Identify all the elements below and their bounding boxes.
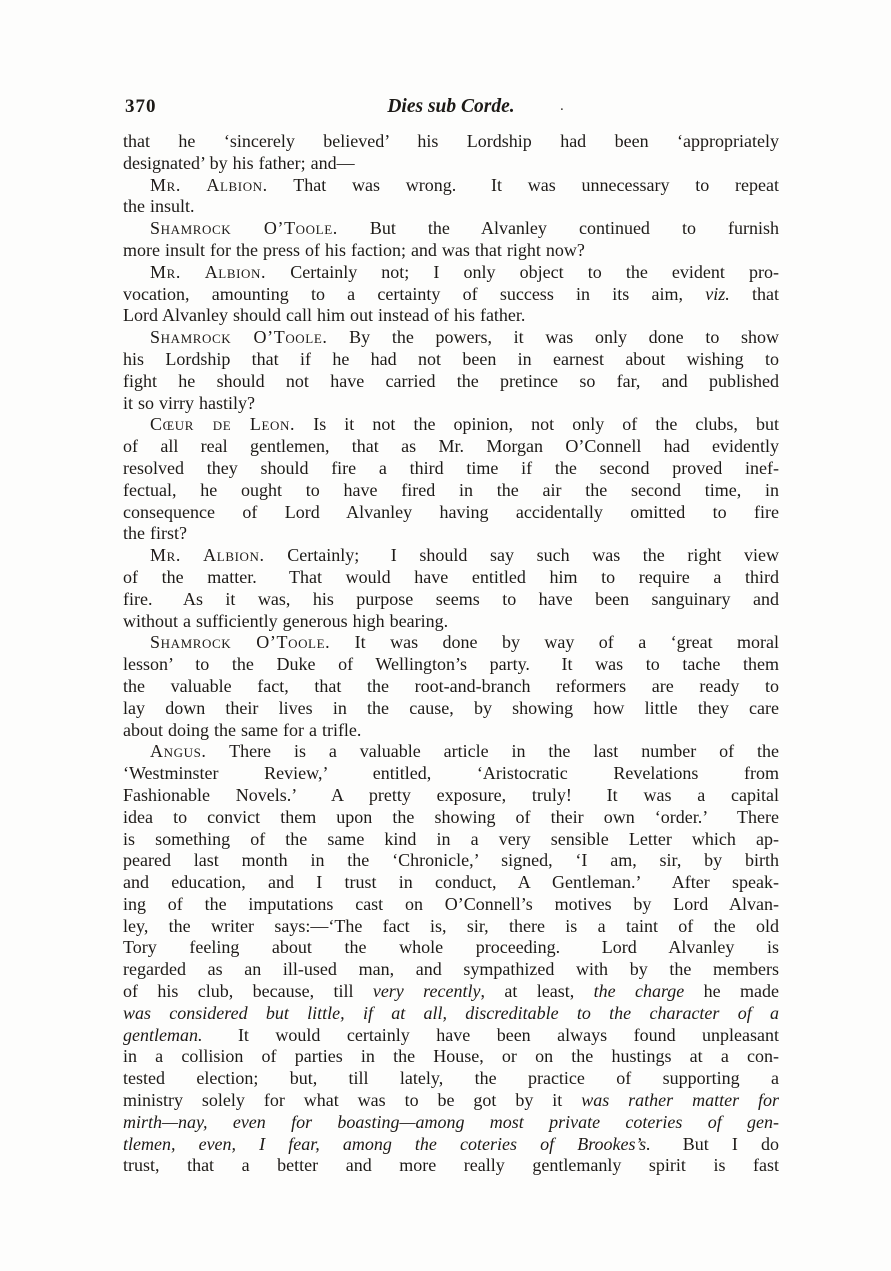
paragraph — [123, 741, 779, 1177]
text-line — [123, 305, 779, 327]
body-text: about doing the same for a trifle. — [123, 719, 362, 740]
text-line — [123, 1025, 779, 1047]
body-text: , at least, — [480, 981, 594, 1002]
text-line — [123, 872, 779, 894]
text-line — [123, 611, 779, 633]
body-text: of the matter. That would have entitled him to require a third — [123, 566, 779, 587]
page-body — [123, 131, 779, 1177]
body-text: That was wrong. It was unnecessary to repeat — [267, 174, 780, 195]
paragraph — [123, 545, 779, 632]
body-text: fire. As it was, his purpose seems to have been sanguinary and — [123, 588, 779, 609]
body-text: in a collision of parties in the House, or on the hustings at a con- — [123, 1046, 779, 1067]
text-line — [123, 1003, 779, 1025]
page-number: 370 — [125, 96, 157, 117]
emphasized-text: mirth—nay, even for boasting—among most private coteries of gen- — [123, 1111, 779, 1132]
body-text: it so virry hastily? — [123, 392, 255, 413]
body-text: ministry solely for what was to be got by it — [123, 1090, 582, 1111]
body-text: There is a valuable article in the last number of the — [206, 741, 779, 762]
text-line — [123, 153, 779, 175]
text-line — [123, 1155, 779, 1177]
paragraph — [123, 131, 779, 175]
speaker-name: Mr. Albion. — [150, 261, 267, 282]
text-line — [123, 720, 779, 742]
page-header — [123, 96, 779, 120]
text-line — [123, 1068, 779, 1090]
text-line — [123, 240, 779, 262]
text-line — [123, 1112, 779, 1134]
text-line — [123, 959, 779, 981]
speaker-name: Shamrock O’Toole. — [150, 218, 338, 239]
text-line — [123, 1134, 779, 1156]
body-text: ley, the writer says:—‘The fact is, sir, there is a taint of the old — [123, 915, 779, 936]
text-line — [123, 829, 779, 851]
text-line — [123, 371, 779, 393]
text-line — [123, 763, 779, 785]
text-line — [123, 436, 779, 458]
text-line — [123, 284, 779, 306]
emphasized-text: was considered but little, if at all, discreditable to the character of a — [123, 1002, 779, 1023]
body-text: It would certainly have been always found unpleasant — [202, 1024, 779, 1045]
text-line — [123, 589, 779, 611]
body-text: that he ‘sincerely believed’ his Lordship had been ‘appropriately — [123, 131, 779, 151]
body-text: But the Alvanley continued to furnish — [337, 218, 779, 239]
speaker-name: Mr. Albion. — [150, 174, 268, 195]
text-line — [123, 414, 779, 436]
body-text: of all real gentlemen, that as Mr. Morgan O’Connell had evidently — [123, 436, 779, 457]
body-text: consequence of Lord Alvanley having accidentally omitted to fire — [123, 501, 779, 522]
emphasized-text: gentleman. — [123, 1024, 203, 1045]
body-text: more insult for the press of his faction; and was that right now? — [123, 239, 585, 260]
running-title: Dies sub Corde. — [387, 96, 515, 117]
speaker-name: Cœur de Leon. — [150, 414, 296, 435]
text-line — [123, 807, 779, 829]
body-text: ing of the imputations cast on O’Connell’s motives by Lord Alvan- — [123, 893, 779, 914]
text-line — [123, 894, 779, 916]
text-line — [123, 480, 779, 502]
text-line — [123, 218, 779, 240]
body-text: Lord Alvanley should call him out instead of his father. — [123, 305, 526, 326]
speaker-name: Mr. Albion. — [150, 545, 265, 566]
body-text: he made — [684, 981, 779, 1002]
body-text: the insult. — [123, 196, 195, 217]
emphasized-text: tlemen, even, I fear, among the coteries of Brookes’s. — [123, 1133, 651, 1154]
body-text: Certainly; I should say such was the right view — [264, 545, 779, 566]
text-line — [123, 523, 779, 545]
text-line — [123, 131, 779, 153]
body-text: trust, that a better and more really gentlemanly spirit is fast — [123, 1155, 779, 1176]
body-text: of his club, because, till — [123, 981, 373, 1002]
paragraph — [123, 327, 779, 414]
ink-stray-mark: . — [560, 98, 564, 114]
text-line — [123, 175, 779, 197]
body-text: without a sufficiently generous high bearing. — [123, 610, 449, 631]
body-text: resolved they should fire a third time if the second proved inef- — [123, 457, 779, 478]
body-text: regarded as an ill-used man, and sympathized with by the members — [123, 959, 779, 980]
emphasized-text: viz. — [705, 283, 730, 304]
text-line — [123, 937, 779, 959]
body-text: and education, and I trust in conduct, A Gentleman.’ After speak- — [123, 872, 779, 893]
paragraph — [123, 218, 779, 262]
body-text: designated’ by his father; and— — [123, 152, 355, 173]
body-text: lay down their lives in the cause, by showing how little they care — [123, 697, 779, 718]
text-line — [123, 502, 779, 524]
text-line — [123, 1090, 779, 1112]
body-text: But I do — [650, 1133, 779, 1154]
body-text: idea to convict them upon the showing of their own ‘order.’ There — [123, 806, 779, 827]
body-text: Is it not the opinion, not only of the clubs, but — [295, 414, 780, 435]
body-text: the first? — [123, 523, 187, 544]
paragraph — [123, 175, 779, 219]
text-line — [123, 741, 779, 763]
text-line — [123, 981, 779, 1003]
body-text: peared last month in the ‘Chronicle,’ signed, ‘I am, sir, by birth — [123, 850, 779, 871]
body-text: fectual, he ought to have fired in the air the second time, in — [123, 479, 779, 500]
body-text: is something of the same kind in a very sensible Letter which ap- — [123, 828, 779, 849]
speaker-name: Angus. — [150, 741, 207, 762]
body-text: the valuable fact, that the root-and-branch reformers are ready to — [123, 675, 779, 696]
body-text: Fashionable Novels.’ A pretty exposure, truly! It was a capital — [123, 784, 779, 805]
body-text: fight he should not have carried the pretince so far, and published — [123, 370, 779, 391]
body-text: It was done by way of a ‘great moral — [330, 632, 780, 653]
emphasized-text: the charge — [593, 981, 685, 1002]
text-line — [123, 327, 779, 349]
body-text: tested election; but, till lately, the practice of supporting a — [123, 1068, 779, 1089]
text-line — [123, 196, 779, 218]
body-text: his Lordship that if he had not been in earnest about wishing to — [123, 348, 779, 369]
page-content — [123, 96, 779, 1177]
body-text: vocation, amounting to a certainty of success in its aim, — [123, 283, 706, 304]
body-text: that — [729, 283, 779, 304]
text-line — [123, 676, 779, 698]
body-text: lesson’ to the Duke of Wellington’s party. It was to tache them — [123, 654, 779, 675]
speaker-name: Shamrock O’Toole. — [150, 632, 331, 653]
text-line — [123, 545, 779, 567]
text-line — [123, 567, 779, 589]
text-line — [123, 393, 779, 415]
text-line — [123, 632, 779, 654]
text-line — [123, 654, 779, 676]
paragraph — [123, 414, 779, 545]
text-line — [123, 458, 779, 480]
emphasized-text: very recently — [372, 981, 481, 1002]
body-text: Tory feeling about the whole proceeding. Lord Alvanley is — [123, 937, 779, 958]
text-line — [123, 785, 779, 807]
speaker-name: Shamrock O’Toole. — [150, 327, 328, 348]
text-line — [123, 916, 779, 938]
text-line — [123, 850, 779, 872]
body-text: By the powers, it was only done to show — [327, 327, 779, 348]
text-line — [123, 1046, 779, 1068]
paragraph — [123, 262, 779, 327]
text-line — [123, 349, 779, 371]
emphasized-text: was rather matter for — [581, 1090, 780, 1111]
text-line — [123, 698, 779, 720]
paragraph — [123, 632, 779, 741]
body-text: ‘Westminster Review,’ entitled, ‘Aristocratic Revelations from — [123, 763, 779, 784]
text-line — [123, 262, 779, 284]
body-text: Certainly not; I only object to the evident pro- — [266, 261, 779, 282]
